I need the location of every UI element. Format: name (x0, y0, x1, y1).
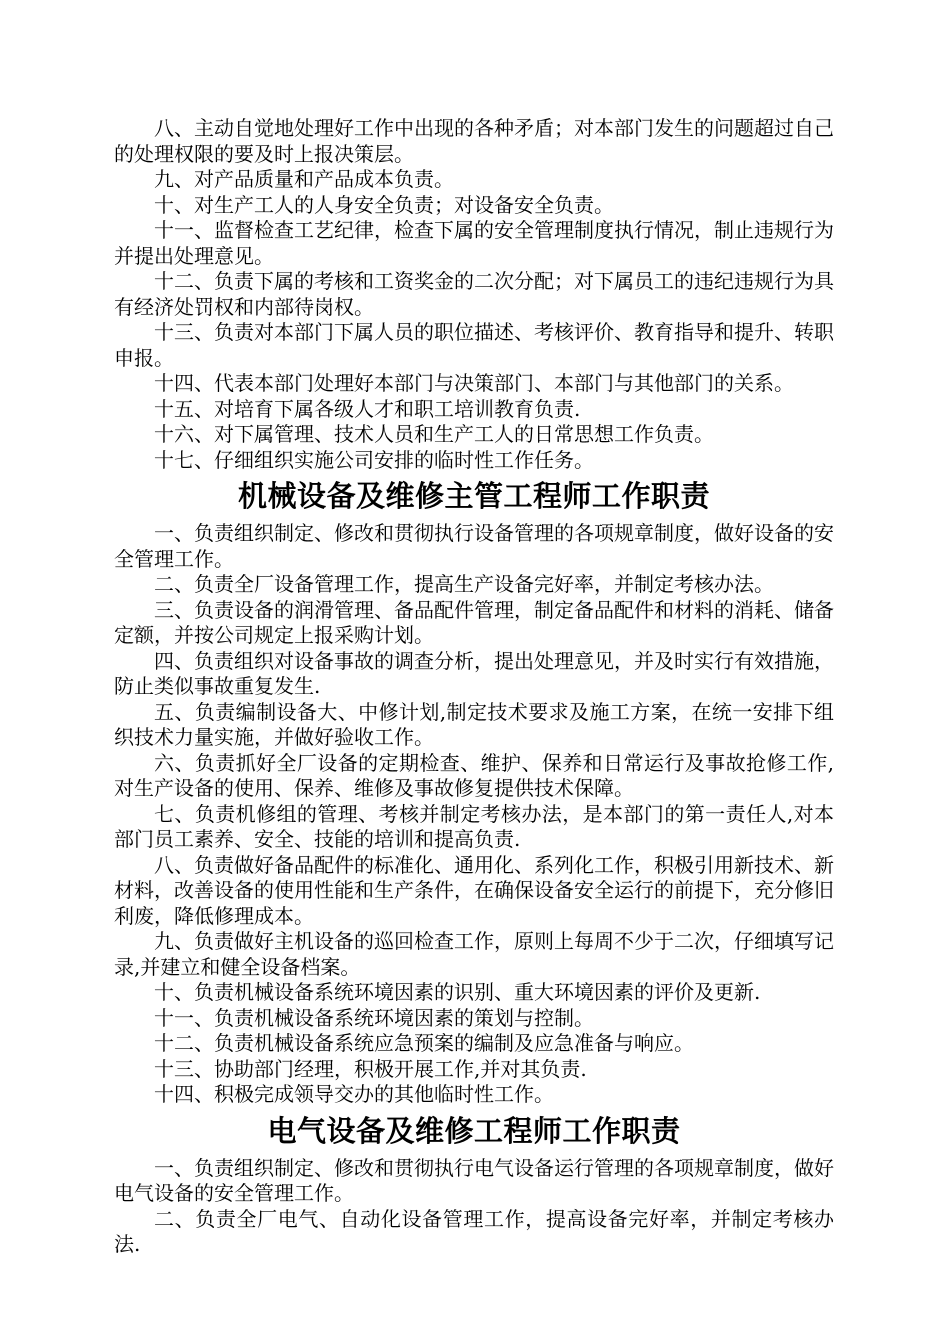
list-item: 六、负责抓好全厂设备的定期检查、维护、保养和日常运行及事故抢修工作,对生产设备的使用、保养、维修及事故修复提供技术保障。 (114, 750, 834, 800)
list-item: 七、负责机修组的管理、考核并制定考核办法，是本部门的第一责任人,对本部门员工素养、安全、技能的培训和提高负责. (114, 801, 834, 851)
electrical-duties-list (114, 1156, 834, 1258)
list-item: 八、负责做好备品配件的标准化、通用化、系列化工作，积极引用新技术、新材料，改善设备的使用性能和生产条件，在确保设备安全运行的前提下，充分修旧利废，降低修理成本。 (114, 852, 834, 928)
list-item: 十一、监督检查工艺纪律，检查下属的安全管理制度执行情况，制止违规行为并提出处理意见。 (114, 218, 834, 268)
document-page (114, 116, 834, 1258)
list-item: 二、负责全厂电气、自动化设备管理工作，提高设备完好率，并制定考核办法. (114, 1206, 834, 1256)
mechanical-duties-list (114, 521, 834, 1108)
list-item: 十二、负责下属的考核和工资奖金的二次分配；对下属员工的违纪违规行为具有经济处罚权和内部待岗权。 (114, 269, 834, 319)
list-item: 十、负责机械设备系统环境因素的识别、重大环境因素的评价及更新. (154, 980, 761, 1004)
list-item: 十四、积极完成领导交办的其他临时性工作。 (154, 1082, 554, 1106)
list-item: 十五、对培育下属各级人才和职工培训教育负责. (154, 396, 581, 421)
list-item: 十一、负责机械设备系统环境因素的策划与控制。 (154, 1005, 594, 1030)
list-item: 八、主动自觉地处理好工作中出现的各种矛盾；对本部门发生的问题超过自己的处理权限的要及时上报决策层。 (114, 116, 834, 166)
list-item: 十四、代表本部门处理好本部门与决策部门、本部门与其他部门的关系。 (154, 371, 794, 395)
list-item: 四、负责组织对设备事故的调查分析，提出处理意见，并及时实行有效措施，防止类似事故重复发生. (114, 648, 834, 698)
list-item: 十三、协助部门经理，积极开展工作,并对其负责. (154, 1056, 587, 1081)
list-item: 十、对生产工人的人身安全负责；对设备安全负责。 (154, 192, 614, 217)
list-item: 一、负责组织制定、修改和贯彻执行电气设备运行管理的各项规章制度，做好电气设备的安全管理工作。 (114, 1155, 834, 1205)
list-item: 九、负责做好主机设备的巡回检查工作，原则上每周不少于二次，仔细填写记录,并建立和健全设备档案。 (114, 929, 834, 979)
list-item: 二、负责全厂设备管理工作，提高生产设备完好率，并制定考核办法。 (154, 572, 774, 596)
intro-list (114, 116, 834, 473)
list-item: 五、负责编制设备大、中修计划,制定技术要求及施工方案，在统一安排下组织技术力量实施，并做好验收工作。 (114, 699, 834, 749)
list-item: 一、负责组织制定、修改和贯彻执行设备管理的各项规章制度，做好设备的安全管理工作。 (114, 521, 834, 571)
list-item: 十三、负责对本部门下属人员的职位描述、考核评价、教育指导和提升、转职申报。 (114, 320, 834, 370)
list-item: 九、对产品质量和产品成本负责。 (154, 167, 454, 191)
list-item: 十六、对下属管理、技术人员和生产工人的日常思想工作负责。 (154, 422, 714, 446)
list-item: 十七、仔细组织实施公司安排的临时性工作任务。 (154, 447, 594, 472)
list-item: 三、负责设备的润滑管理、备品配件管理，制定备品配件和材料的消耗、储备定额，并按公司规定上报采购计划。 (114, 597, 834, 647)
section-title-electrical: 电气设备及维修工程师工作职责 (267, 1113, 681, 1148)
list-item: 十二、负责机械设备系统应急预案的编制及应急准备与响应。 (154, 1031, 694, 1055)
section-title-mechanical: 机械设备及维修主管工程师工作职责 (237, 479, 710, 513)
